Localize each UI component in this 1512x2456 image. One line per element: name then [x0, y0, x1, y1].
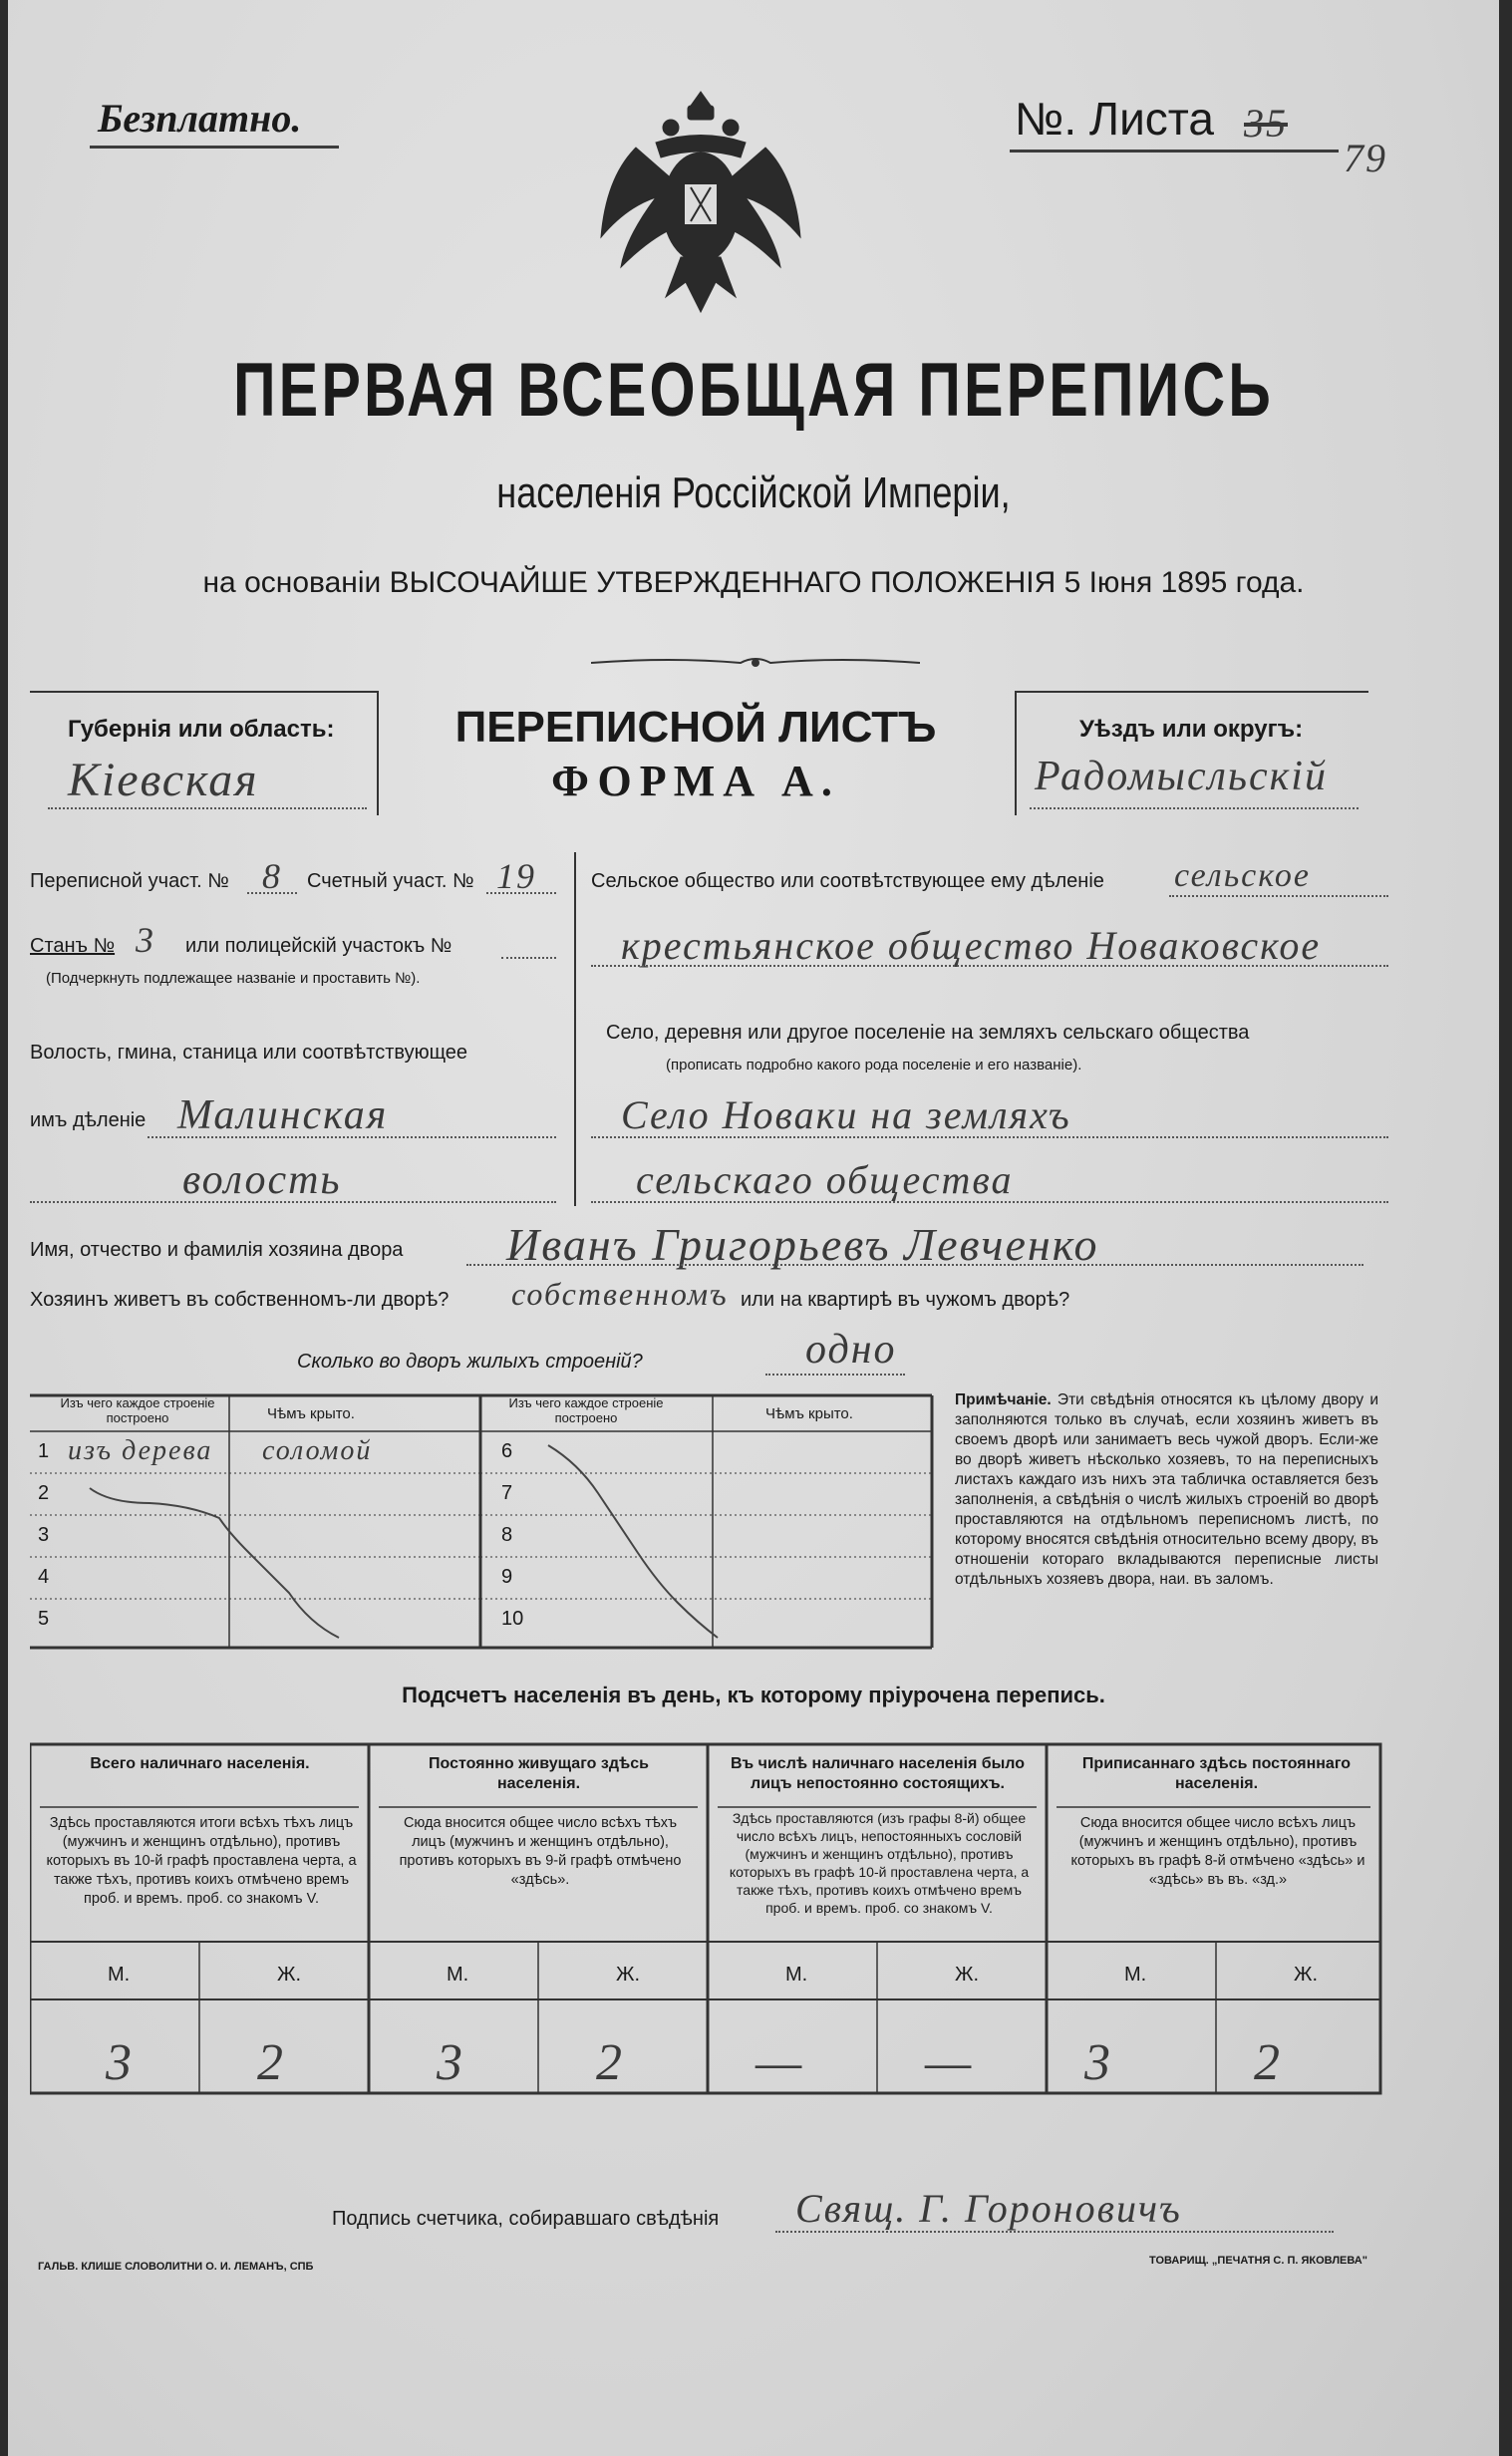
uezd-value: Радомысльскій: [1035, 754, 1328, 799]
note-block: [955, 1390, 1378, 1590]
bt-col2-header: Чѣмъ крыто.: [267, 1405, 355, 1422]
summary-f-4: Ж.: [1294, 1964, 1319, 1986]
volost-dotline-1: [148, 1136, 556, 1138]
summary-col2-desc: Сюда вносится общее число всѣхъ тѣхъ лицъ (мужчинъ и женщинъ отдѣльно), противъ которыхъ въ 9-й графѣ отмѣчено «здѣсь».: [399, 1815, 682, 1888]
summary-f-3: Ж.: [955, 1964, 980, 1986]
volost-value-2: волость: [182, 1157, 342, 1203]
summary-col4-desc: Сюда вносится общее число всѣхъ лицъ (мужчинъ и женщинъ отдѣльно), противъ которыхъ въ графѣ 8-й отмѣчено «здѣсь» и «здѣсь» въ въ. «зд.»: [1070, 1815, 1365, 1888]
census-sheet: [8, 0, 1499, 2456]
rural-society-value-2: крестьянское общество Новаковское: [621, 923, 1322, 968]
bt-row-8: 8: [501, 1524, 513, 1546]
village-note: (прописать подробно какого рода поселеніе и его названіе).: [666, 1057, 1082, 1074]
police-label: или полицейскій участокъ №: [185, 935, 453, 957]
summary-value-5: —: [756, 2034, 804, 2091]
guberniya-dotline: [48, 807, 367, 809]
signature-value: Свящ. Г. Гороновичъ: [795, 2186, 1182, 2231]
lives-label: Хозяинъ живетъ въ собственномъ-ли дворѣ?: [30, 1289, 450, 1311]
summary-value-2: 2: [257, 2034, 285, 2091]
bt-row-3: 3: [38, 1524, 50, 1546]
owner-value: Иванъ Григорьевъ Левченко: [506, 1219, 1099, 1270]
summary-m-1: М.: [108, 1964, 131, 1986]
uezd-dotline: [1030, 807, 1359, 809]
note-heading: Примѣчаніе.: [955, 1391, 1052, 1408]
buildings-table-grid: [30, 1393, 937, 1653]
summary-heading: Подсчетъ населенія въ день, къ которому пріурочена перепись.: [402, 1683, 1105, 1707]
buildings-value: одно: [805, 1327, 897, 1373]
sheet-number-label: №. Листа: [1015, 93, 1214, 145]
village-dotline-2: [591, 1201, 1388, 1203]
division-label: имъ дѣленіе: [30, 1109, 147, 1131]
guberniya-label: Губернія или область:: [68, 716, 335, 743]
footer-left: ГАЛЬВ. КЛИШЕ СЛОВОЛИТНИ О. И. ЛЕМАНЪ, СПБ: [38, 2261, 314, 2273]
free-underline: [90, 146, 339, 149]
imperial-eagle-icon: [596, 88, 805, 322]
census-district-dotline: [247, 892, 297, 894]
summary-f-2: Ж.: [616, 1964, 641, 1986]
sheet-number-value: 79: [1344, 136, 1387, 180]
lives-value: собственномъ: [511, 1276, 729, 1312]
count-district-label: Счетный участ. №: [307, 870, 474, 892]
signature-label: Подпись счетчика, собиравшаго свѣдѣнія: [332, 2208, 720, 2230]
summary-m-2: М.: [447, 1964, 469, 1986]
bt-row1-material: изъ дерева: [68, 1435, 213, 1466]
sheet-number-underline: [1010, 150, 1339, 153]
subtitle: населенія Россійской Имперіи,: [496, 468, 1011, 517]
summary-value-8: 2: [1254, 2034, 1282, 2091]
summary-value-4: 2: [596, 2034, 624, 2091]
volost-dotline-2: [30, 1201, 556, 1203]
bt-row-1: 1: [38, 1440, 50, 1462]
bt-row-5: 5: [38, 1608, 50, 1630]
bt-row-9: 9: [501, 1566, 513, 1588]
police-dotline: [501, 957, 556, 959]
summary-col3-title: Въ числѣ наличнаго населенія было лицъ непостоянно состоящихъ.: [731, 1755, 1025, 1792]
census-district-label: Переписной участ. №: [30, 870, 229, 892]
sheet-number-crossed: 35: [1244, 101, 1288, 146]
bt-row-6: 6: [501, 1440, 513, 1462]
count-district-dotline: [486, 892, 556, 894]
rural-society-dotline-2: [591, 965, 1388, 967]
rural-society-label: Сельское общество или соотвѣтствующее ему дѣленіе: [591, 870, 1104, 892]
bt-row-4: 4: [38, 1566, 50, 1588]
bt-col3-header: Изъ чего каждое строеніе построено: [508, 1395, 664, 1425]
summary-m-3: М.: [785, 1964, 808, 1986]
ornament-divider: [591, 653, 920, 673]
rural-society-value-1: сельское: [1174, 857, 1311, 894]
lives-label-2: или на квартирѣ въ чужомъ дворѣ?: [741, 1289, 1070, 1311]
bt-row-2: 2: [38, 1482, 50, 1504]
uezd-label: Уѣздъ или округъ:: [1079, 716, 1304, 743]
bt-col1-header: Изъ чего каждое строеніе построено: [60, 1395, 215, 1425]
free-label: Безплатно.: [98, 96, 302, 141]
bt-row1-roof: соломой: [262, 1435, 373, 1466]
summary-value-6: —: [925, 2034, 974, 2091]
column-separator: [574, 852, 576, 1206]
volost-value-1: Малинская: [177, 1092, 389, 1138]
summary-col1-desc: Здѣсь проставляются итоги всѣхъ тѣхъ лицъ (мужчинъ и женщинъ отдѣльно), противъ которыхъ въ 10-й графѣ проставлена черта, а также тѣхъ, противъ коихъ отмѣчено времъ проб. и времъ. проб. со знакомъ V.: [46, 1815, 357, 1907]
summary-col2-title: Постоянно живущаго здѣсь населенія.: [429, 1755, 649, 1792]
main-title: ПЕРВАЯ ВСЕОБЩАЯ ПЕРЕПИСЬ: [232, 348, 1275, 433]
count-district-value: 19: [496, 856, 536, 896]
summary-f-1: Ж.: [277, 1964, 302, 1986]
summary-col4-title: Приписаннаго здѣсь постояннаго населенія.: [1081, 1755, 1352, 1792]
summary-value-3: 3: [437, 2034, 464, 2091]
buildings-dotline: [765, 1374, 905, 1376]
footer-right: ТОВАРИЩ. „ПЕЧАТНЯ С. П. ЯКОВЛЕВА": [1149, 2255, 1367, 2267]
village-dotline-1: [591, 1136, 1388, 1138]
summary-col3-desc: Здѣсь проставляются (изъ графы 8-й) общее число всѣхъ лицъ, непостоянныхъ сословій (мужчинъ и женщинъ отдѣльно), противъ которыхъ въ графѣ 10-й проставлена черта, а также тѣхъ, противъ коихъ отмѣчено времъ проб. и времъ. проб. со знакомъ V.: [729, 1810, 1030, 1916]
summary-m-4: М.: [1124, 1964, 1147, 1986]
form-title: ПЕРЕПИСНОЙ ЛИСТЪ: [454, 703, 937, 752]
volost-label: Волость, гмина, станица или соотвѣтствующее: [30, 1042, 468, 1064]
guberniya-value: Кіевская: [68, 754, 259, 806]
bt-row-10: 10: [501, 1608, 524, 1630]
buildings-label: Сколько во дворъ жилыхъ строеній?: [297, 1351, 643, 1373]
village-value-2: сельскаго общества: [636, 1157, 1014, 1202]
bt-row-7: 7: [501, 1482, 513, 1504]
village-value-1: Село Новаки на земляхъ: [621, 1092, 1071, 1137]
form-subtitle: ФОРМА А.: [551, 757, 840, 805]
note-text: Эти свѣдѣнія относятся къ цѣлому двору и заполняются только въ случаѣ, если хозяинъ живетъ въ своемъ дворѣ или занимаетъ весь чужой дворъ. Если-же во дворѣ живетъ нѣсколько хозяевъ, то на переписныхъ листахъ каждаго изъ нихъ эта табличка оставляется безъ заполненія, а свѣдѣнія о числѣ жилыхъ строеній во дворѣ проставляются на отдѣльномъ переписномъ листѣ, по которому вносятся свѣдѣнія относительно всему двору, въ отношеніи котораго вкладываются переписные листы отдѣльныхъ хозяевъ двора, наи. въ заломъ.: [955, 1391, 1378, 1588]
census-district-value: 8: [262, 856, 282, 896]
owner-label: Имя, отчество и фамилія хозяина двора: [30, 1239, 404, 1261]
summary-col1-title: Всего наличнаго населенія.: [90, 1755, 310, 1772]
summary-table-grid: [30, 1742, 1385, 2096]
village-label: Село, деревня или другое поселеніе на земляхъ сельскаго общества: [606, 1022, 1250, 1044]
underline-note: (Подчеркнуть подлежащее названіе и проставить №).: [46, 970, 421, 987]
rural-society-dotline-1: [1169, 895, 1388, 897]
signature-dotline: [775, 2231, 1334, 2233]
stan-value: 3: [136, 920, 155, 960]
summary-value-7: 3: [1084, 2034, 1112, 2091]
owner-dotline: [466, 1264, 1363, 1266]
legal-basis: на основаніи ВЫСОЧАЙШЕ УТВЕРЖДЕННАГО ПОЛОЖЕНІЯ 5 Іюня 1895 года.: [202, 566, 1305, 599]
stan-label: Станъ №: [30, 935, 116, 957]
summary-value-1: 3: [106, 2034, 134, 2091]
bt-col4-header: Чѣмъ крыто.: [765, 1405, 853, 1422]
